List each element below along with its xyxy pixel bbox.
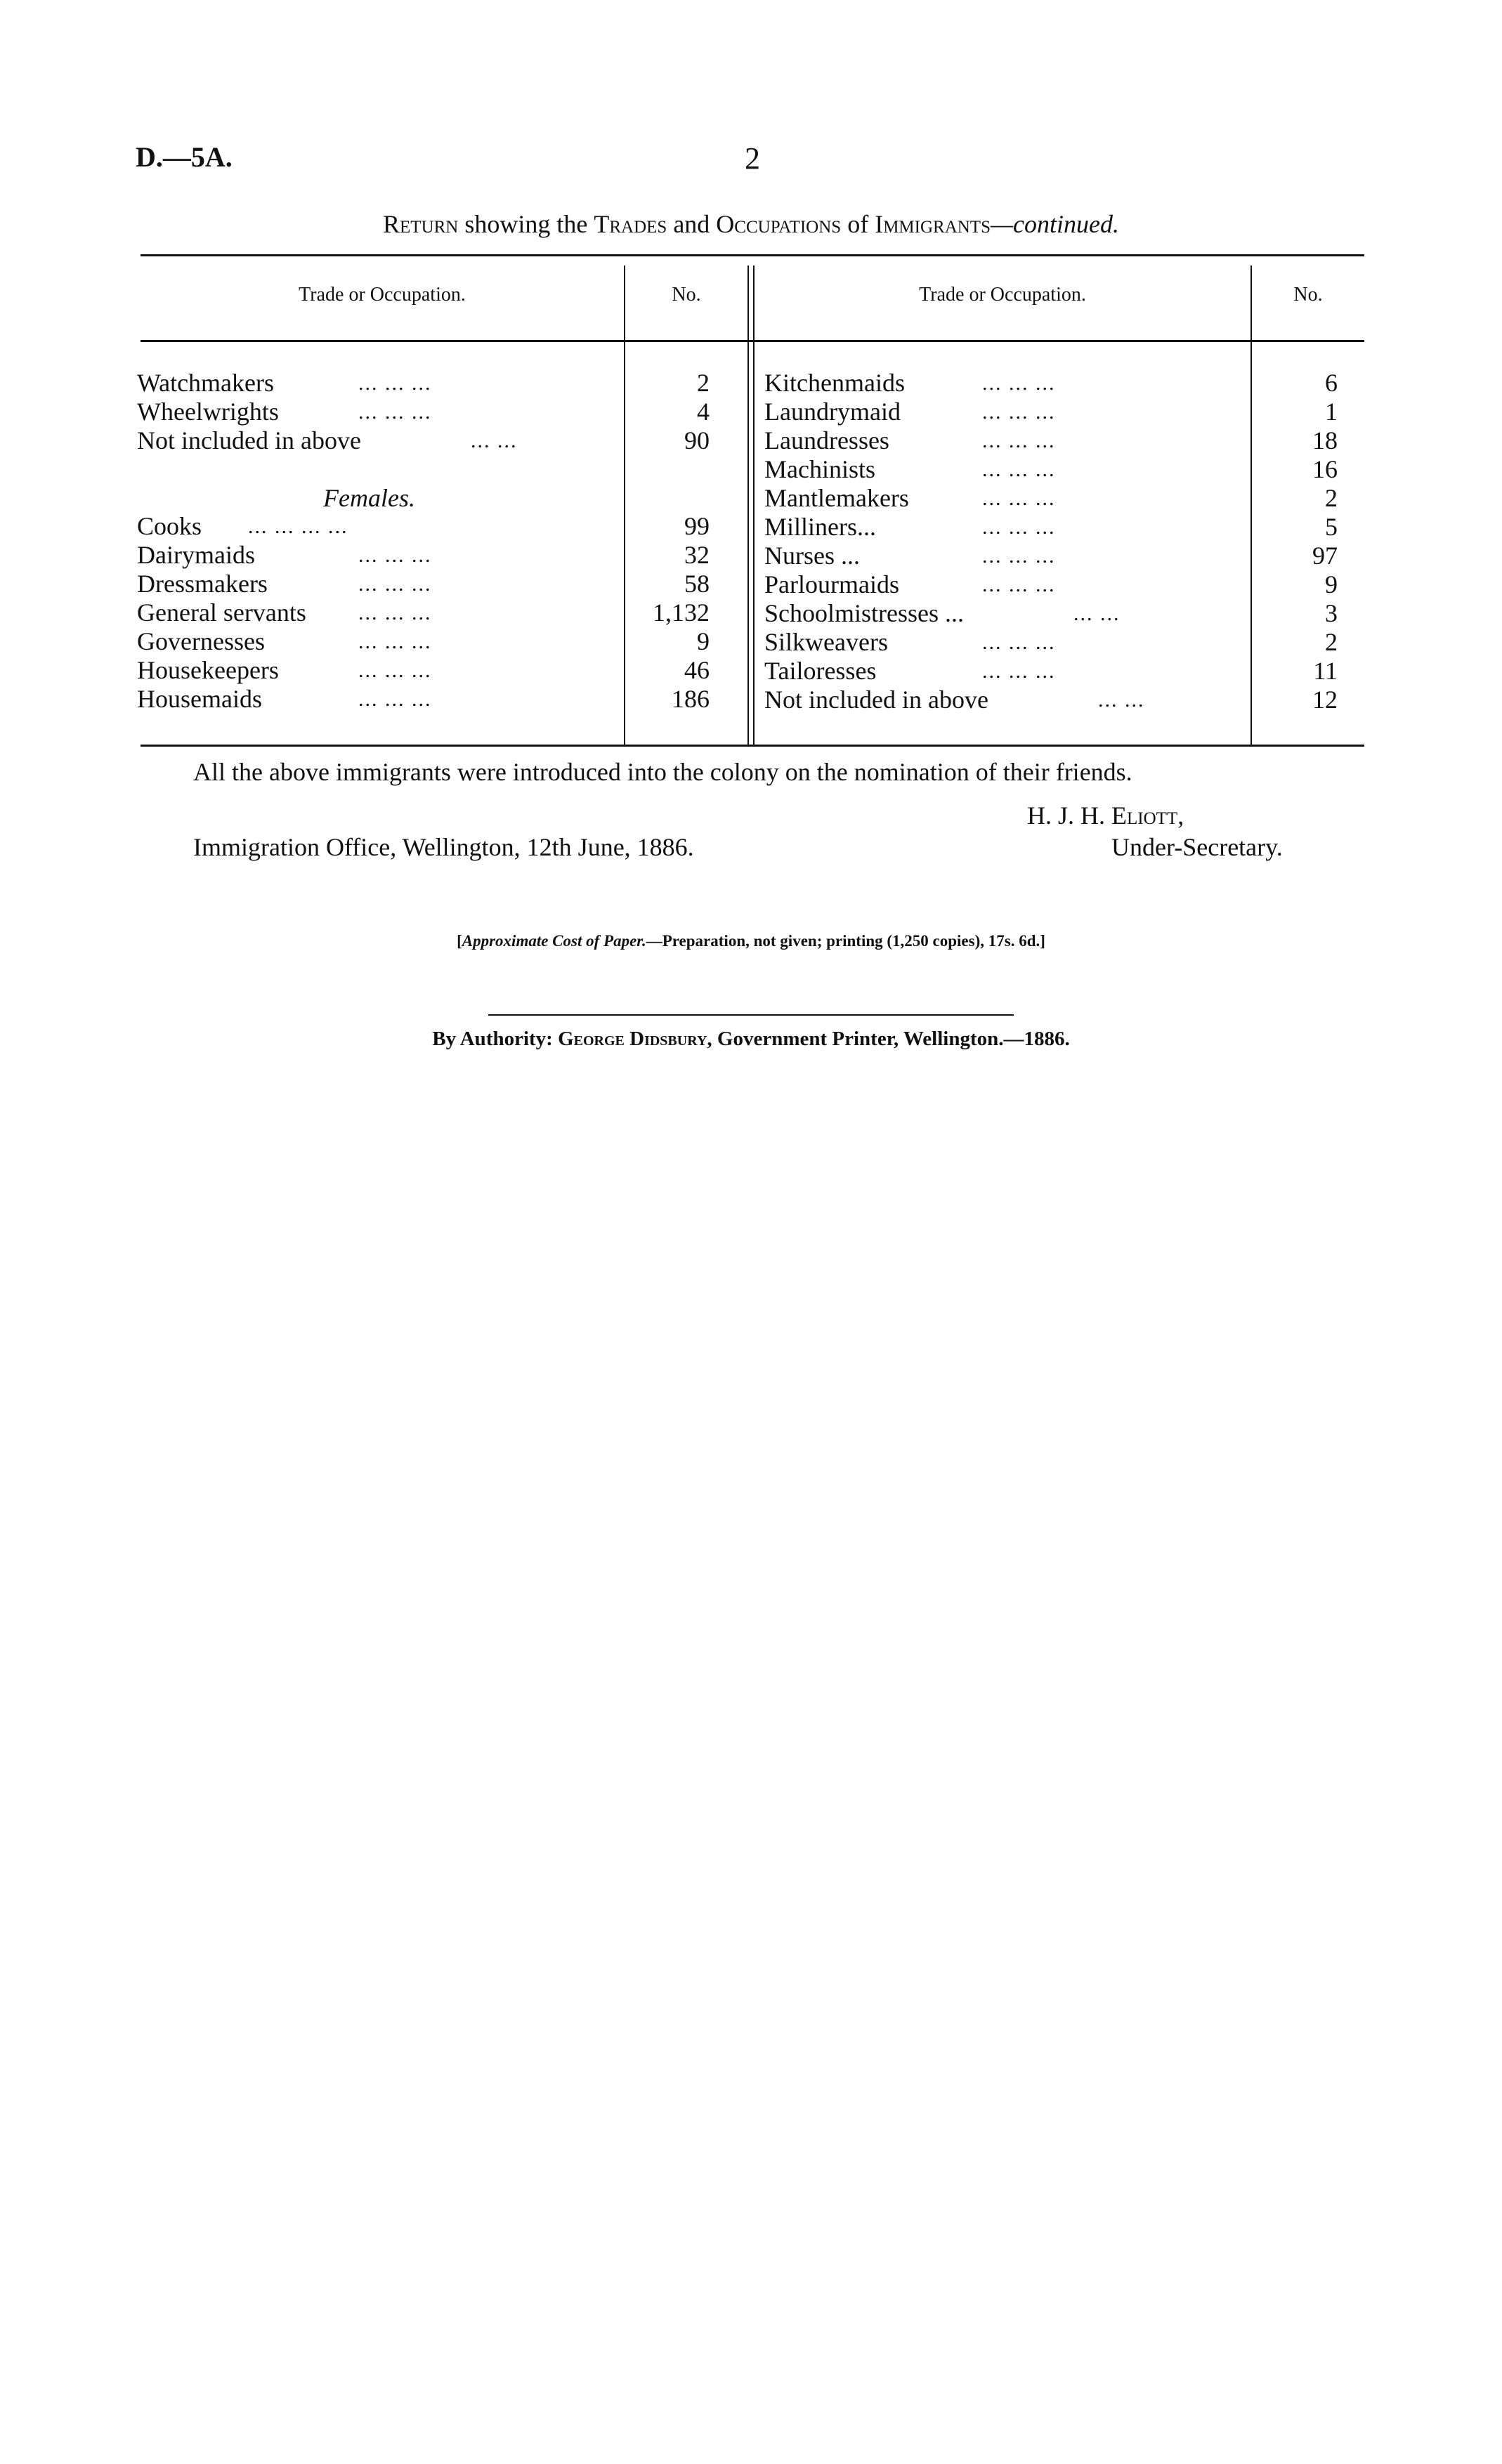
occupation-label: Watchmakers	[137, 369, 275, 397]
table-top-rule	[141, 254, 1364, 256]
table-row	[137, 685, 713, 714]
header-left-occupation: Trade or Occupation.	[299, 284, 466, 306]
table-row	[137, 541, 713, 570]
leader-dots: ... ... ...	[358, 544, 432, 567]
table-row	[764, 657, 1340, 686]
table-bottom-rule	[141, 745, 1364, 747]
table-row	[764, 398, 1340, 426]
occupation-count: 2	[697, 369, 710, 397]
title-text-3: of	[841, 210, 875, 238]
table-row	[764, 570, 1340, 599]
table-row	[137, 398, 713, 426]
occupation-label: Nurses ...	[764, 542, 860, 570]
table-header-rule	[141, 340, 1364, 342]
printer-divider	[488, 1014, 1014, 1016]
occupation-label: Housekeepers	[137, 656, 279, 684]
occupation-count: 16	[1312, 455, 1338, 483]
leader-dots: ... ... ...	[358, 572, 432, 596]
occupation-count: 32	[684, 541, 710, 569]
leader-dots: ... ... ...	[358, 400, 432, 424]
title-text-2: and	[667, 210, 717, 238]
occupation-count: 186	[672, 685, 710, 713]
occupation-count: 4	[697, 398, 710, 426]
females-heading: Females.	[323, 484, 415, 512]
occupation-label: Machinists	[764, 455, 875, 483]
occupation-count: 9	[1325, 570, 1338, 598]
page-ref: D.—5A.	[136, 141, 233, 173]
leader-dots: ... ... ...	[358, 659, 432, 682]
occupation-label: Cooks	[137, 512, 202, 540]
table-row	[137, 369, 713, 398]
occupation-label: Housemaids	[137, 685, 262, 713]
leader-dots: ... ...	[1098, 688, 1145, 712]
occupation-count: 1	[1325, 398, 1338, 426]
signer-name	[1027, 801, 1184, 830]
occupation-label: General servants	[137, 598, 306, 627]
cost-label: Approximate Cost of Paper.	[462, 932, 646, 950]
title-continued: —continued.	[991, 210, 1119, 238]
occupation-label: Tailoresses	[764, 657, 877, 685]
cost-text: —Preparation, not given; printing (1,250 copies), 17s. 6d.]	[646, 932, 1045, 950]
occupation-label: Wheelwrights	[137, 398, 279, 426]
column-divider-center-a	[747, 266, 749, 745]
occupation-count: 3	[1325, 599, 1338, 627]
header-right-occupation: Trade or Occupation.	[919, 284, 1086, 306]
table-row	[137, 512, 713, 541]
occupation-count: 5	[1325, 513, 1338, 541]
occupation-label: Schoolmistresses ...	[764, 599, 964, 627]
occupation-label: Mantlemakers	[764, 484, 909, 512]
occupation-count: 2	[1325, 484, 1338, 512]
printer-prefix: By Authority:	[432, 1028, 559, 1050]
printer-name: George Didsbury	[558, 1028, 707, 1050]
leader-dots: ... ...	[1073, 602, 1121, 625]
occupation-label: Not included in above	[764, 686, 988, 714]
leader-dots: ... ... ...	[982, 544, 1056, 568]
header-right-no: No.	[1293, 284, 1323, 306]
signer-surname: Eliott,	[1111, 801, 1184, 830]
title-immigrants: Immigrants	[875, 210, 991, 238]
occupation-label: Laundrymaid	[764, 398, 901, 426]
table-row	[137, 570, 713, 598]
leader-dots: ... ... ...	[982, 631, 1056, 654]
table-row	[764, 628, 1340, 657]
immigration-note: All the above immigrants were introduced into the colony on the nomination of their friends.	[193, 758, 1132, 786]
title-occupations: Occupations	[716, 210, 842, 238]
table-row	[764, 599, 1340, 628]
printer-suffix: , Government Printer, Wellington.—1886.	[707, 1028, 1070, 1050]
occupation-count: 11	[1313, 657, 1338, 685]
leader-dots: ... ... ...	[358, 601, 432, 624]
table-row	[137, 598, 713, 627]
printer-line	[0, 1028, 1502, 1051]
title-trades: Trades	[594, 210, 667, 238]
occupation-label: Milliners...	[764, 513, 876, 541]
leader-dots: ... ... ...	[982, 660, 1056, 683]
page-number: 2	[745, 141, 760, 176]
leader-dots: ... ... ...	[982, 400, 1056, 424]
cost-open-bracket: [	[457, 932, 462, 950]
table-row	[137, 426, 713, 455]
table-row	[764, 369, 1340, 398]
leader-dots: ... ... ...	[982, 429, 1056, 452]
table-row	[764, 513, 1340, 542]
occupation-label: Parlourmaids	[764, 570, 899, 598]
leader-dots: ... ... ...	[982, 516, 1056, 539]
header-left-no: No.	[672, 284, 701, 306]
occupation-label: Dressmakers	[137, 570, 268, 598]
leader-dots: ... ... ...	[982, 372, 1056, 395]
table-row	[764, 484, 1340, 513]
leader-dots: ... ... ...	[982, 487, 1056, 510]
signer-initials: H. J. H.	[1027, 801, 1112, 830]
occupation-label: Not included in above	[137, 426, 361, 454]
title-text-1: showing the	[458, 210, 594, 238]
title-return: Return	[383, 210, 459, 238]
occupation-count: 2	[1325, 628, 1338, 656]
signer-position: Under-Secretary.	[1111, 833, 1283, 861]
occupation-label: Laundresses	[764, 426, 889, 454]
occupation-count: 12	[1312, 686, 1338, 714]
page-title	[0, 209, 1502, 239]
leader-dots: ... ...	[471, 429, 518, 452]
leader-dots: ... ... ...	[358, 688, 432, 711]
occupation-count: 99	[684, 512, 710, 540]
leader-dots: ... ... ...	[358, 630, 432, 653]
occupation-count: 58	[684, 570, 710, 598]
occupation-label: Kitchenmaids	[764, 369, 905, 397]
occupation-count: 1,132	[653, 598, 710, 627]
office-date-line: Immigration Office, Wellington, 12th June, 1886.	[193, 833, 694, 861]
occupation-label: Silkweavers	[764, 628, 888, 656]
occupation-label: Dairymaids	[137, 541, 255, 569]
leader-dots: ... ... ... ...	[248, 515, 348, 538]
column-divider-center-b	[753, 266, 755, 745]
table-row	[764, 542, 1340, 570]
table-row	[764, 426, 1340, 455]
occupation-count: 9	[697, 627, 710, 655]
occupation-count: 6	[1325, 369, 1338, 397]
cost-of-paper-line	[0, 932, 1502, 950]
leader-dots: ... ... ...	[358, 372, 432, 395]
table-row	[137, 656, 713, 685]
occupation-count: 18	[1312, 426, 1338, 454]
occupation-count: 97	[1312, 542, 1338, 570]
occupation-label: Governesses	[137, 627, 265, 655]
occupation-count: 90	[684, 426, 710, 454]
table-row	[764, 686, 1340, 714]
table-row	[764, 455, 1340, 484]
table-row	[137, 627, 713, 656]
leader-dots: ... ... ...	[982, 573, 1056, 596]
leader-dots: ... ... ...	[982, 458, 1056, 481]
occupation-count: 46	[684, 656, 710, 684]
